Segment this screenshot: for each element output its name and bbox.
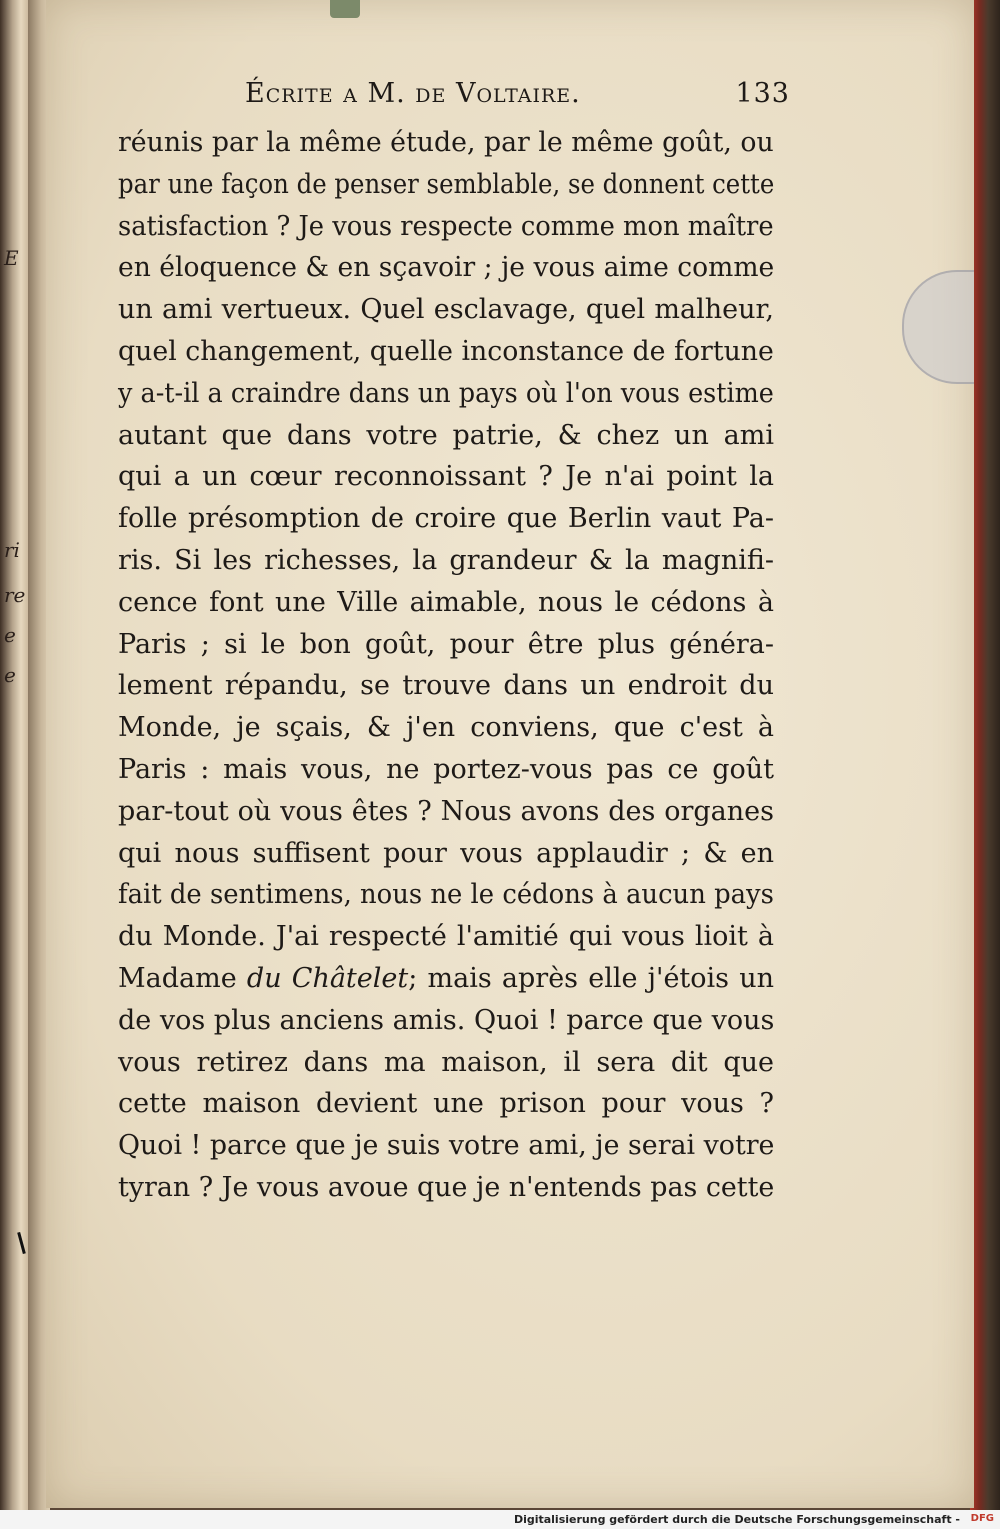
text-fragment: ; mais après elle j'étois un — [408, 962, 774, 994]
text-line: tyran ? Je vous avoue que je n'entends pas cette — [118, 1171, 775, 1203]
dfg-logo: DFG — [970, 1513, 994, 1524]
bookmark-ribbon — [330, 0, 360, 18]
text-line: un ami vertueux. Quel esclavage, quel malheur, — [118, 294, 774, 326]
left-page-fragment: E — [4, 246, 19, 270]
text-line: autant que dans votre patrie, & chez un ami — [118, 419, 774, 451]
left-page-fragment: ri — [4, 538, 20, 562]
body-text — [118, 122, 774, 1209]
page-number: 133 — [735, 78, 790, 109]
text-line: vous retirez dans ma maison, il sera dit que — [118, 1046, 774, 1078]
text-line: Paris ; si le bon goût, pour être plus généra- — [118, 628, 774, 660]
text-line: lement répandu, se trouve dans un endroit du — [118, 670, 774, 702]
running-head-title: Écrite a M. de Voltaire. — [245, 78, 581, 109]
left-page-fragment: e — [4, 623, 16, 647]
digitization-footer — [0, 1510, 1000, 1529]
text-line: cette maison devient une prison pour vous ? — [118, 1088, 774, 1120]
text-fragment: Madame — [118, 962, 237, 994]
text-line: Monde, je sçais, & j'en conviens, que c'est à — [118, 712, 774, 744]
text-line: réunis par la même étude, par le même goût, ou — [118, 127, 774, 158]
running-head — [245, 78, 790, 109]
text-line: du Monde. J'ai respecté l'amitié qui vous lioit à — [118, 921, 774, 953]
left-page-edge — [0, 0, 28, 1510]
text-line: folle présomption de croire que Berlin vaut Pa- — [118, 503, 774, 535]
book-cover-edge — [970, 0, 1000, 1510]
left-page-fragment: re — [4, 583, 26, 607]
text-line: fait de sentimens, nous ne le cédons à aucun pays — [118, 879, 774, 911]
text-line: par une façon de penser semblable, se donnent cette — [118, 168, 775, 200]
text-line-with-italic — [118, 958, 774, 1000]
text-line: satisfaction ? Je vous respecte comme mon maître — [118, 210, 774, 242]
text-line: y a-t-il a craindre dans un pays où l'on vous estime — [118, 377, 774, 409]
text-line: qui nous suffisent pour vous applaudir ; & en — [118, 837, 774, 869]
text-line: qui a un cœur reconnoissant ? Je n'ai point la — [118, 461, 774, 493]
text-line: de vos plus anciens amis. Quoi ! parce que vous — [118, 1004, 775, 1036]
text-line: cence font une Ville aimable, nous le cédons à — [118, 586, 774, 618]
text-line: quel changement, quelle inconstance de fortune — [118, 335, 774, 367]
text-line: en éloquence & en sçavoir ; je vous aime comme — [118, 252, 775, 284]
text-line: Paris : mais vous, ne portez-vous pas ce goût — [118, 753, 774, 785]
left-page-fragment: e — [4, 663, 16, 687]
text-line: Quoi ! parce que je suis votre ami, je serai votre — [118, 1130, 775, 1162]
italic-name: du Châtelet — [246, 962, 409, 994]
text-line: ris. Si les richesses, la grandeur & la magnifi- — [118, 544, 774, 576]
text-line: par-tout où vous êtes ? Nous avons des organes — [118, 795, 774, 827]
funding-credit: Digitalisierung gefördert durch die Deutsche Forschungsgemeinschaft - — [513, 1513, 960, 1526]
